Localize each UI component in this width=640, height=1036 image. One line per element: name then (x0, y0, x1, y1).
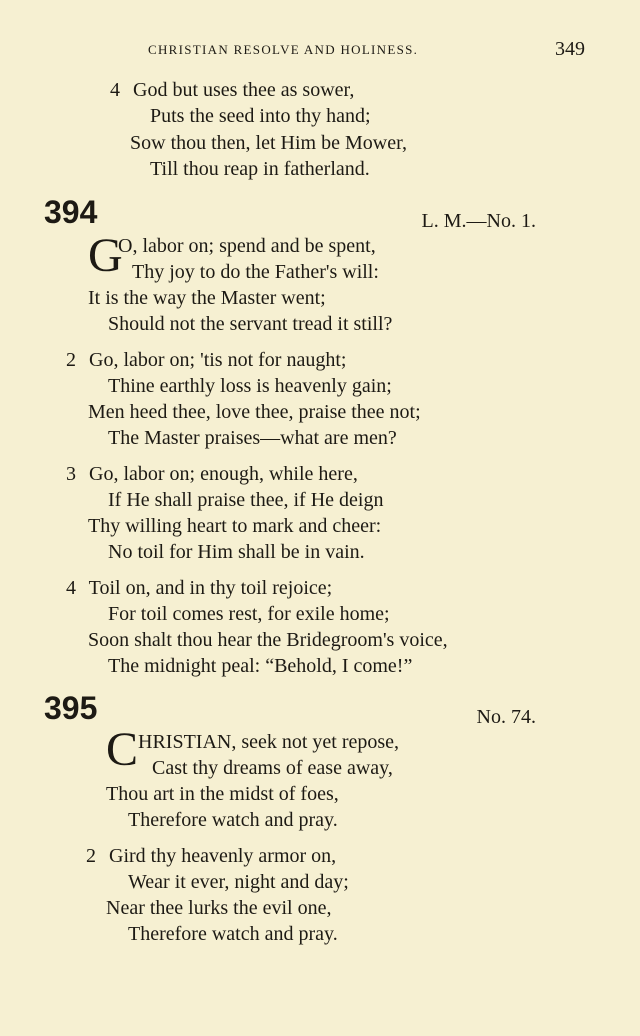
verse-number: 3 (66, 463, 76, 485)
verse-number: 2 (66, 349, 76, 371)
verse-line: Men heed thee, love thee, praise thee not; (88, 401, 421, 423)
verse-line: For toil comes rest, for exile home; (108, 603, 390, 625)
drop-cap: G (88, 229, 123, 282)
verse-line: The midnight peal: “Behold, I come!” (108, 655, 413, 677)
verse-line: Wear it ever, night and day; (128, 871, 349, 893)
verse-line: Thou art in the midst of foes, (106, 783, 339, 805)
verse-number: 4 (66, 577, 76, 599)
verse-line: Cast thy dreams of ease away, (152, 757, 393, 779)
hymn-number: 394 (44, 194, 98, 230)
verse-line: 3 Go, labor on; enough, while here, (66, 463, 358, 485)
continuation-line-2: Puts the seed into thy hand; (150, 105, 371, 127)
verse-line: O, labor on; spend and be spent, (118, 235, 376, 257)
continuation-line-3: Sow thou then, let Him be Mower, (130, 132, 407, 154)
hymn-number: 395 (44, 690, 98, 726)
verse-line: Thy joy to do the Father's will: (132, 261, 379, 283)
hymn-meter: L. M.—No. 1. (421, 210, 536, 232)
verse-line: HRISTIAN, seek not yet repose, (138, 731, 400, 753)
continuation-line-1: 4 God but uses thee as sower, (110, 79, 355, 101)
verse-line: It is the way the Master went; (88, 287, 326, 309)
verse-number: 4 (110, 79, 120, 101)
verse-line: 2 Go, labor on; 'tis not for naught; (66, 349, 347, 371)
verse-line: Near thee lurks the evil one, (106, 897, 332, 919)
continuation-line-4: Till thou reap in fatherland. (150, 158, 370, 180)
verse-line: 2 Gird thy heavenly armor on, (86, 845, 337, 867)
verse-line: Should not the servant tread it still? (108, 313, 393, 335)
verse-line: Thine earthly loss is heavenly gain; (108, 375, 392, 397)
verse-line: If He shall praise thee, if He deign (108, 489, 384, 511)
verse-number: 2 (86, 845, 96, 867)
hymn-meter: No. 74. (476, 706, 536, 728)
verse-line: Thy willing heart to mark and cheer: (88, 515, 382, 537)
page-number: 349 (555, 38, 585, 60)
verse-line: Therefore watch and pray. (128, 923, 338, 945)
drop-cap: C (106, 723, 139, 776)
running-title: CHRISTIAN RESOLVE AND HOLINESS. (148, 42, 419, 57)
verse-line: Soon shalt thou hear the Bridegroom's voice, (88, 629, 448, 651)
verse-line: The Master praises—what are men? (108, 427, 397, 449)
verse-line: Therefore watch and pray. (128, 809, 338, 831)
verse-line: 4 Toil on, and in thy toil rejoice; (66, 577, 333, 599)
verse-line: No toil for Him shall be in vain. (108, 541, 365, 563)
page-header (0, 38, 640, 62)
